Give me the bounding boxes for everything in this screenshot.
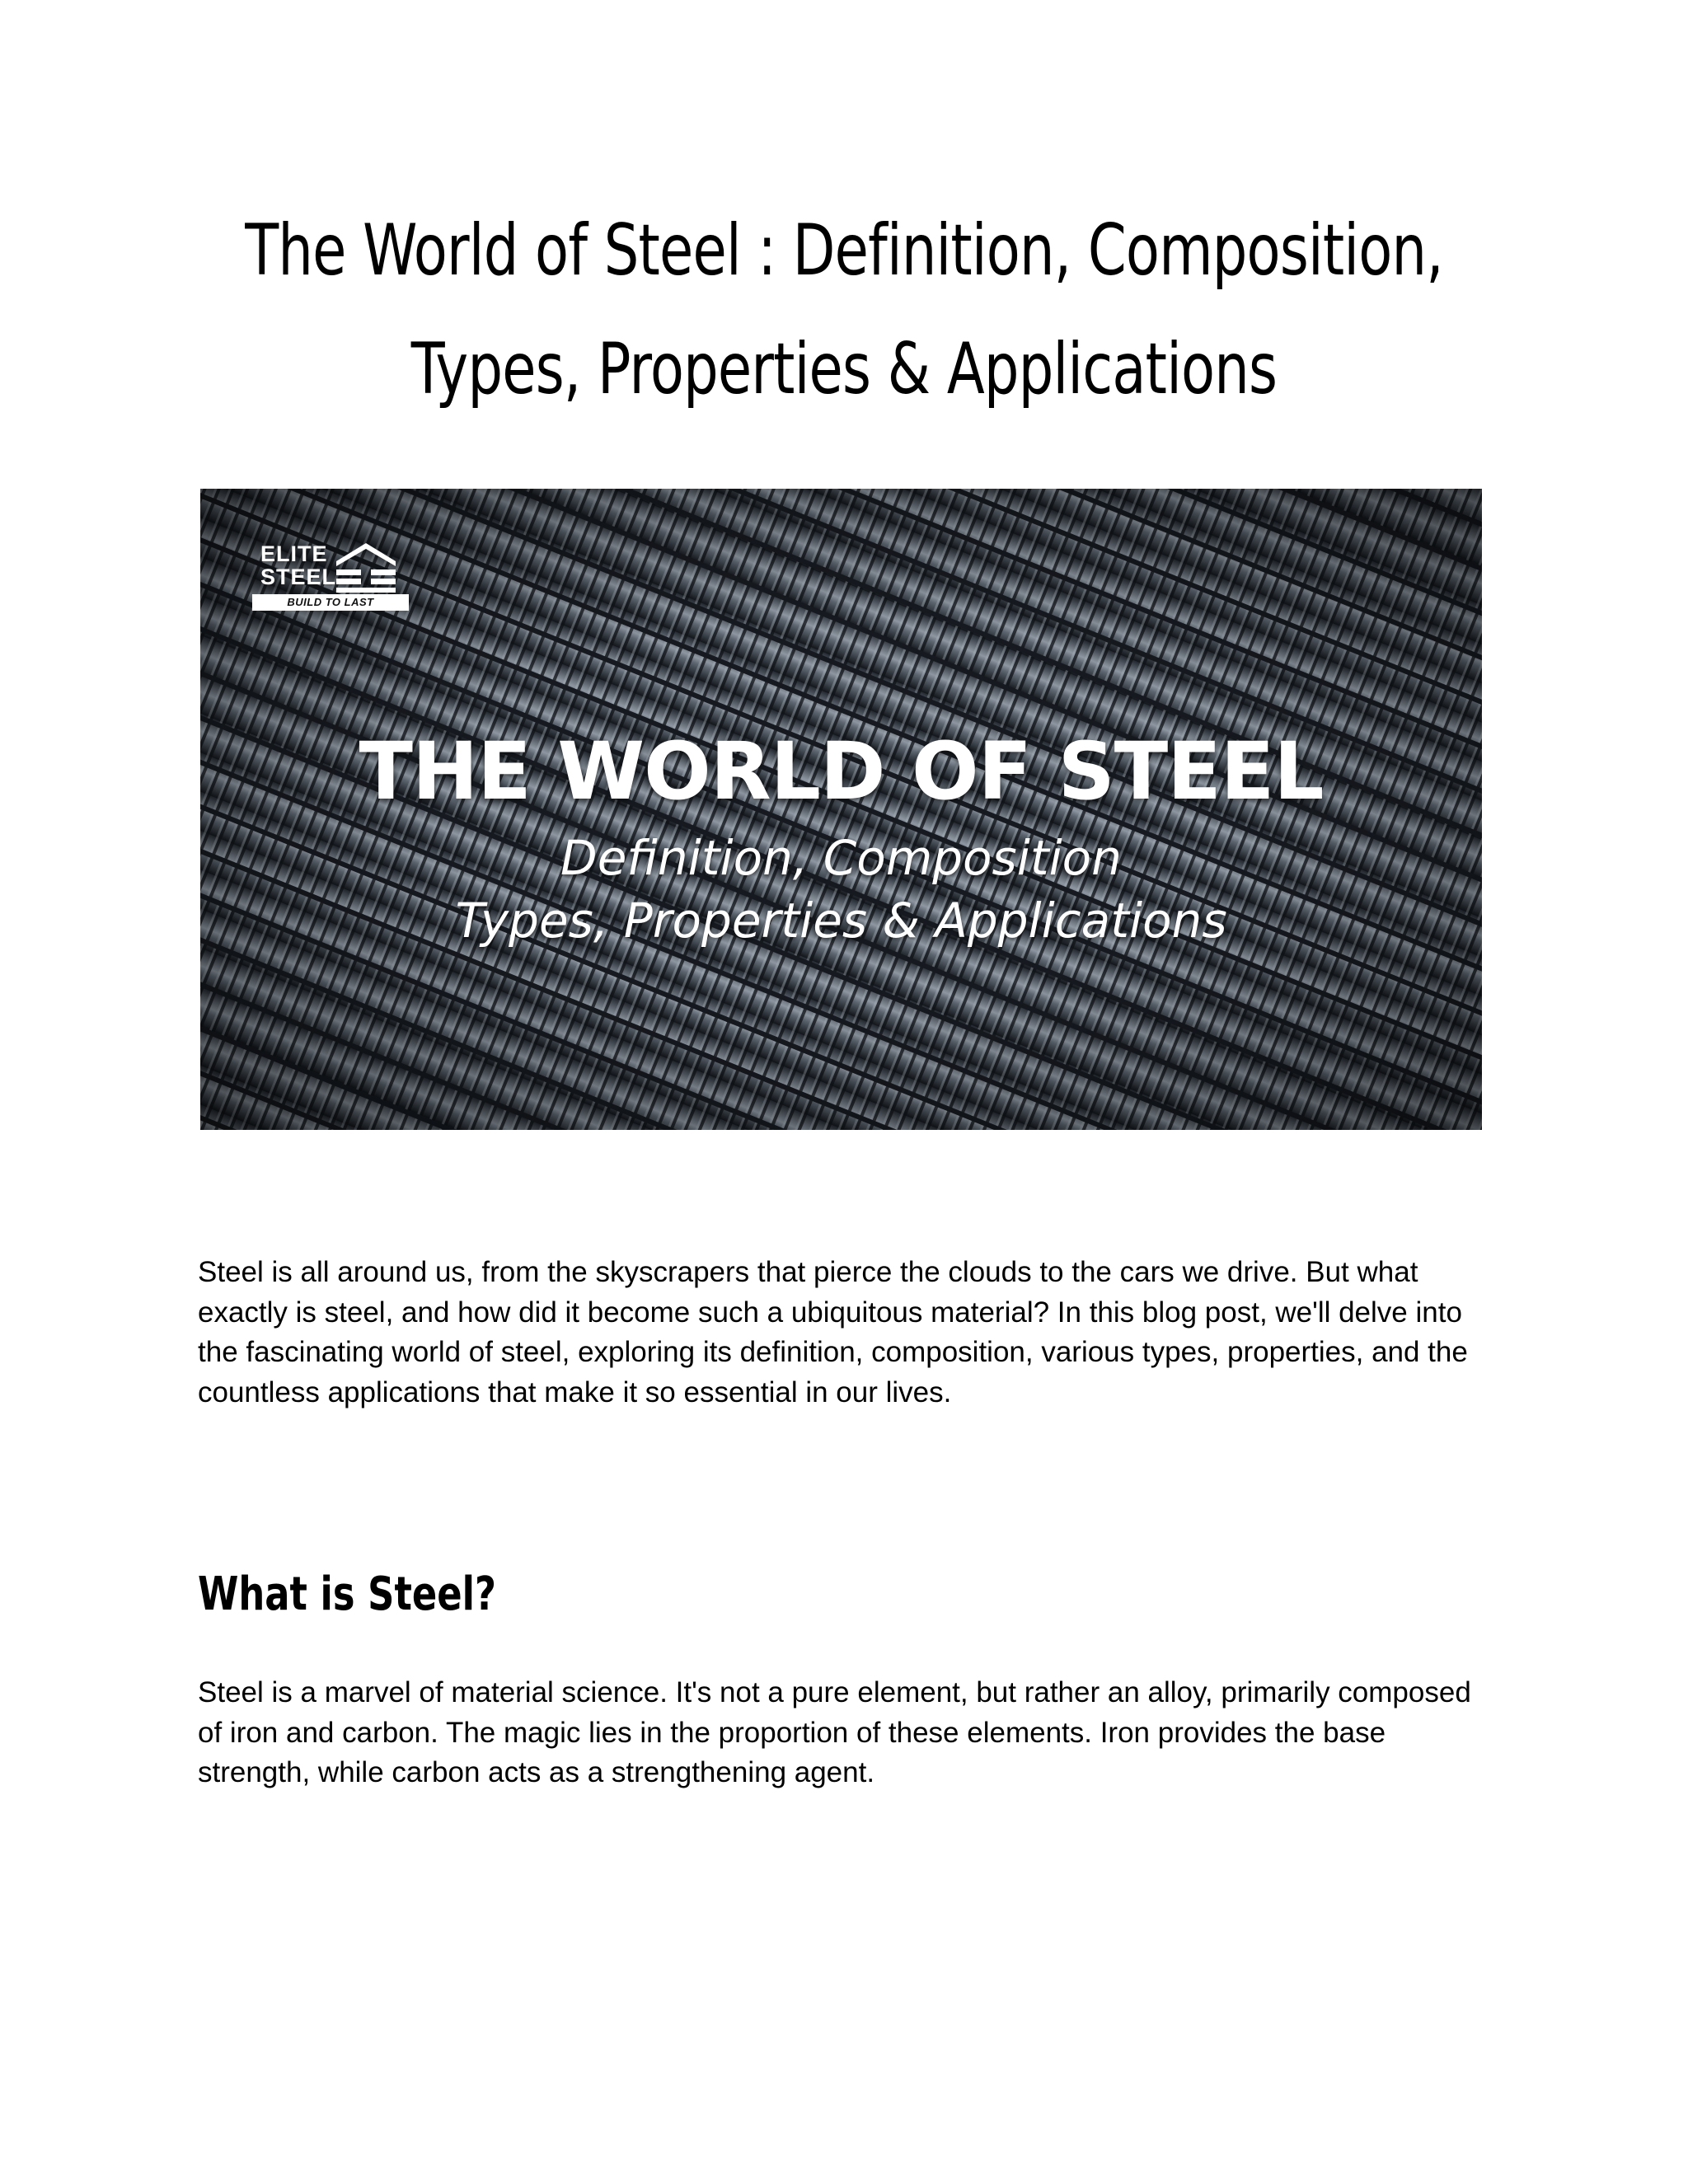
hero-subtitle-line-2: Types, Properties & Applications [455, 893, 1227, 949]
logo-word-elite: ELITE [260, 541, 328, 566]
hero-headline: THE WORLD OF STEEL [359, 725, 1324, 818]
section-heading-what-is-steel: What is Steel? [198, 1568, 496, 1621]
document-title-line-1: The World of Steel : Definition, Composition, [245, 209, 1443, 292]
logo-word-steel: STEEL [260, 565, 337, 589]
logo-tagline: BUILD TO LAST [252, 594, 409, 611]
elite-steel-logo [252, 540, 409, 622]
hero-banner-image [200, 489, 1482, 1130]
intro-paragraph: Steel is all around us, from the skyscrapers that pierce the clouds to the cars we drive. But what exactly is steel, and how did it become such a ubiquitous material? In this blog post, we'll delve into the fascinating world of steel, exploring its definition, composition, various types, properties, and the countless applications that make it so essential in our lives. [198, 1256, 1468, 1408]
building-mark-icon [335, 541, 397, 593]
document-title [185, 191, 1502, 429]
section-paragraph: Steel is a marvel of material science. It's not a pure element, but rather an alloy, primarily composed of iron and carbon. The magic lies in the proportion of these elements. Iron provides the base strength, while carbon acts as a strengthening agent. [198, 1676, 1471, 1788]
document-title-line-2: Types, Properties & Applications [410, 328, 1278, 410]
hero-subtitle-line-1: Definition, Composition [560, 830, 1122, 886]
